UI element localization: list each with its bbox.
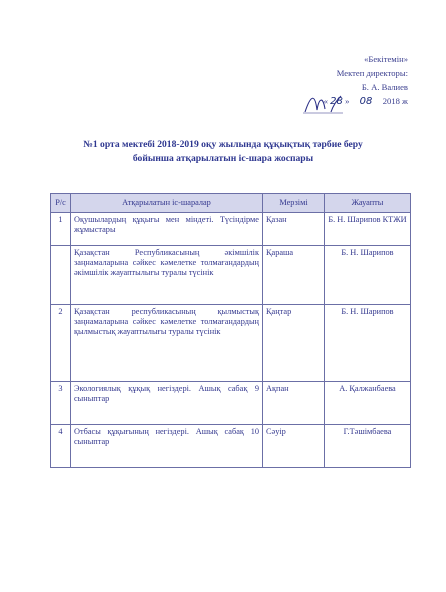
- row-number: 1: [51, 213, 71, 246]
- table-row: [51, 213, 411, 246]
- header-term: Мерзімі: [263, 194, 325, 213]
- row-activity: Отбасы құқығының негіздері. Ашық сабақ 10 сыныптар: [71, 425, 263, 468]
- row-activity: Экологиялық құқық негіздері. Ашық сабақ 9 сыныптар: [71, 382, 263, 425]
- approval-heading: «Бекітемін»: [364, 54, 408, 64]
- plan-table: [50, 193, 411, 468]
- director-name: Б. А. Валиев: [361, 82, 408, 92]
- header-activity: Атқарылатын іс-шаралар: [71, 194, 263, 213]
- date-open-quote: «: [323, 96, 329, 106]
- date-year: 2018 ж: [382, 96, 408, 106]
- row-responsible: Г.Тәшімбаева: [325, 425, 411, 468]
- row-responsible: Б. Н. Шарипов КТЖИ: [325, 213, 411, 246]
- row-activity: Қазақстан Республикасының әкімшілік заңнамаларына сәйкес кәмелетке толмағандардың әкімшілік жауаптылығы туралы түсінік: [71, 246, 263, 305]
- document-title: [0, 138, 446, 166]
- row-term: Қаңтар: [263, 305, 325, 382]
- table-row: [51, 305, 411, 382]
- row-number: [51, 246, 71, 305]
- title-line-1: №1 орта мектебі 2018-2019 оқу жылында құқықтық тәрбие беру: [83, 139, 363, 150]
- header-number: Р/с: [51, 194, 71, 213]
- row-number: 4: [51, 425, 71, 468]
- row-activity: Оқушылардың құқығы мен міндеті. Түсіндірме жұмыстары: [71, 213, 263, 246]
- row-responsible: Б. Н. Шарипов: [325, 305, 411, 382]
- row-term: Қараша: [263, 246, 325, 305]
- date-close-quote: »: [345, 96, 350, 106]
- row-responsible: Б. Н. Шарипов: [325, 246, 411, 305]
- table-row: [51, 382, 411, 425]
- date-month: 08: [359, 96, 373, 107]
- row-term: Сәуір: [263, 425, 325, 468]
- title-line-2: бойынша атқарылатын іс-шара жоспары: [132, 153, 314, 164]
- date-day: 28: [330, 96, 343, 107]
- table-header-row: [51, 194, 411, 213]
- signature-mark: [301, 92, 345, 116]
- director-title: Мектеп директоры:: [336, 68, 408, 78]
- row-number: 3: [51, 382, 71, 425]
- row-number: 2: [51, 305, 71, 382]
- header-responsible: Жауапты: [325, 194, 411, 213]
- row-term: Ақпан: [263, 382, 325, 425]
- row-activity: Қазақстан республикасының қылмыстық заңнамаларына сәйкес кәмелетке толмағандардың қылмыстық жауаптылығы туралы түсінік: [71, 305, 263, 382]
- row-responsible: А. Қалжанбаева: [325, 382, 411, 425]
- table-row: [51, 425, 411, 468]
- table-row: [51, 246, 411, 305]
- row-term: Қазан: [263, 213, 325, 246]
